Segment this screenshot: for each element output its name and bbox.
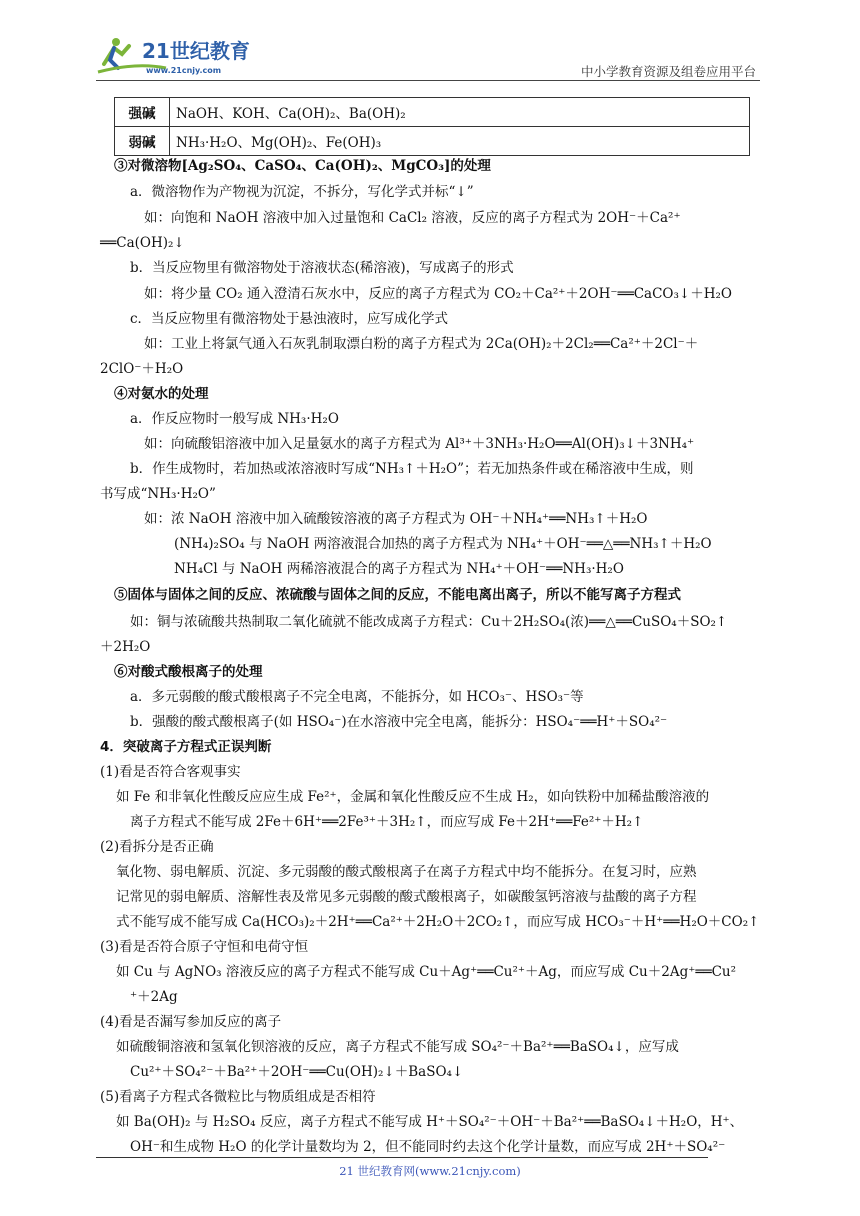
text-line: 2ClO⁻＋H₂O xyxy=(100,361,184,377)
text-line: (2)看拆分是否正确 xyxy=(100,839,214,855)
text-line: 如：工业上将氯气通入石灰乳制取漂白粉的离子方程式为 2Ca(OH)₂＋2Cl₂══Ca²⁺＋2Cl⁻＋ xyxy=(144,336,699,352)
text-line: 如硫酸铜溶液和氢氧化钡溶液的反应，离子方程式不能写成 SO₄²⁻＋Ba²⁺══BaSO₄↓，应写成 xyxy=(116,1039,679,1055)
svg-text:21世纪教育: 21世纪教育 xyxy=(142,39,250,63)
logo-21cnjy xyxy=(96,34,276,78)
text-line: (5)看离子方程式各微粒比与物质组成是否相符 xyxy=(100,1089,376,1105)
text-line: 书写成“NH₃·H₂O” xyxy=(100,486,216,502)
table-row xyxy=(115,127,750,156)
header-divider xyxy=(96,80,760,81)
text-line: 如：铜与浓硫酸共热制取二氧化硫就不能改成离子方程式：Cu＋2H₂SO₄(浓)══△══CuSO₄＋SO₂↑ xyxy=(130,614,728,630)
text-line: 如：向饱和 NaOH 溶液中加入过量饱和 CaCl₂ 溶液，反应的离子方程式为 2OH⁻＋Ca²⁺ xyxy=(144,210,681,226)
svg-text:www.21cnjy.com: www.21cnjy.com xyxy=(146,66,222,75)
text-line: a．多元弱酸的酸式酸根离子不完全电离，不能拆分，如 HCO₃⁻、HSO₃⁻等 xyxy=(130,689,584,705)
text-line: ③对微溶物[Ag₂SO₄、CaSO₄、Ca(OH)₂、MgCO₃]的处理 xyxy=(114,158,491,174)
text-line: NH₄Cl 与 NaOH 两稀溶液混合的离子方程式为 NH₄⁺＋OH⁻══NH₃·H₂O xyxy=(174,561,624,577)
text-line: ⑥对酸式酸根离子的处理 xyxy=(114,664,263,680)
text-line: 氧化物、弱电解质、沉淀、多元弱酸的酸式酸根离子在离子方程式中均不能拆分。在复习时，应熟 xyxy=(116,864,697,880)
text-line: (1)看是否符合客观事实 xyxy=(100,764,241,780)
page-footer: 21 世纪教育网(www.21cnjy.com) xyxy=(339,1164,521,1178)
text-line: (NH₄)₂SO₄ 与 NaOH 两溶液混合加热的离子方程式为 NH₄⁺＋OH⁻══△══NH₃↑＋H₂O xyxy=(174,536,712,552)
text-line: ⁺＋2Ag xyxy=(130,989,178,1005)
text-line: 离子方程式不能写成 2Fe＋6H⁺══2Fe³⁺＋3H₂↑，而应写成 Fe＋2H⁺══Fe²⁺＋H₂↑ xyxy=(130,814,644,830)
table-cell-value: NH₃·H₂O、Mg(OH)₂、Fe(OH)₃ xyxy=(170,127,750,156)
text-line: 如 Ba(OH)₂ 与 H₂SO₄ 反应，离子方程式不能写成 H⁺＋SO₄²⁻＋OH⁻＋Ba²⁺══BaSO₄↓＋H₂O，H⁺、 xyxy=(116,1114,744,1130)
text-line: a．作反应物时一般写成 NH₃·H₂O xyxy=(130,411,339,427)
text-line: 4．突破离子方程式正误判断 xyxy=(100,739,272,755)
text-line: (4)看是否漏写参加反应的离子 xyxy=(100,1014,282,1030)
text-line: ＋2H₂O xyxy=(100,639,151,655)
table-cell-label: 强碱 xyxy=(115,98,170,127)
text-line: 记常见的弱电解质、溶解性表及常见多元弱酸的酸式酸根离子，如碳酸氢钙溶液与盐酸的离子方程 xyxy=(116,889,697,905)
text-line: ④对氨水的处理 xyxy=(114,386,209,402)
text-line: ══Ca(OH)₂↓ xyxy=(100,235,185,251)
text-line: 如：将少量 CO₂ 通入澄清石灰水中，反应的离子方程式为 CO₂＋Ca²⁺＋2OH⁻══CaCO₃↓＋H₂O xyxy=(144,286,732,302)
text-line: b．当反应物里有微溶物处于溶液状态(稀溶液)，写成离子的形式 xyxy=(130,260,514,276)
page-header xyxy=(96,30,760,82)
platform-name: 中小学教育资源及组卷应用平台 xyxy=(580,64,756,79)
text-line: b．强酸的酸式酸根离子(如 HSO₄⁻)在水溶液中完全电离，能拆分：HSO₄⁻══H⁺＋SO₄²⁻ xyxy=(130,714,668,730)
text-line: (3)看是否符合原子守恒和电荷守恒 xyxy=(100,939,309,955)
text-line: Cu²⁺＋SO₄²⁻＋Ba²⁺＋2OH⁻══Cu(OH)₂↓＋BaSO₄↓ xyxy=(130,1064,464,1080)
base-table xyxy=(114,97,750,156)
text-line: 如 Fe 和非氧化性酸反应应生成 Fe²⁺，金属和氧化性酸反应不生成 H₂，如向铁粉中加稀盐酸溶液的 xyxy=(116,789,710,805)
table-row xyxy=(115,98,750,127)
text-line: 式不能写成不能写成 Ca(HCO₃)₂＋2H⁺══Ca²⁺＋2H₂O＋2CO₂↑，而应写成 HCO₃⁻＋H⁺══H₂O＋CO₂↑ xyxy=(116,914,760,930)
table-cell-label: 弱碱 xyxy=(115,127,170,156)
text-line: c．当反应物里有微溶物处于悬浊液时，应写成化学式 xyxy=(130,311,449,327)
text-line: a．微溶物作为产物视为沉淀，不拆分，写化学式并标“↓” xyxy=(130,184,474,200)
table-cell-value: NaOH、KOH、Ca(OH)₂、Ba(OH)₂ xyxy=(170,98,750,127)
footer-divider xyxy=(96,1157,708,1158)
text-line: 如：向硫酸铝溶液中加入足量氨水的离子方程式为 Al³⁺＋3NH₃·H₂O══Al(OH)₃↓＋3NH₄⁺ xyxy=(144,436,695,452)
text-line: 如 Cu 与 AgNO₃ 溶液反应的离子方程式不能写成 Cu＋Ag⁺══Cu²⁺＋Ag，而应写成 Cu＋2Ag⁺══Cu² xyxy=(116,964,737,980)
text-line: OH⁻和生成物 H₂O 的化学计量数均为 2，但不能同时约去这个化学计量数，而应写成 2H⁺＋SO₄²⁻ xyxy=(130,1139,726,1155)
text-line: b．作生成物时，若加热或浓溶液时写成“NH₃↑＋H₂O”；若无加热条件或在稀溶液中生成，则 xyxy=(130,461,694,477)
text-line: 如：浓 NaOH 溶液中加入硫酸铵溶液的离子方程式为 OH⁻＋NH₄⁺══NH₃↑＋H₂O xyxy=(144,511,648,527)
text-line: ⑤固体与固体之间的反应、浓硫酸与固体之间的反应，不能电离出离子，所以不能写离子方程式 xyxy=(114,587,681,603)
